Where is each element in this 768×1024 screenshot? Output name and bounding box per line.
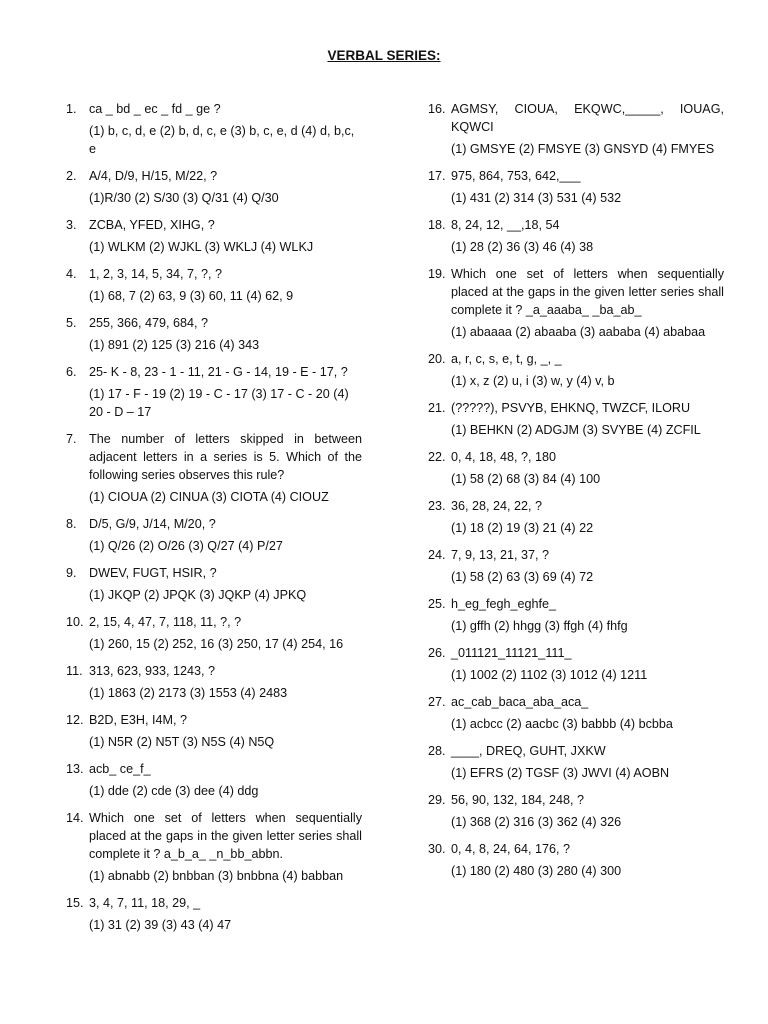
- question-options: (1) abnabb (2) bnbban (3) bnbbna (4) babban: [89, 869, 344, 883]
- question-number: 6.: [66, 365, 77, 379]
- question-text: 2, 15, 4, 47, 7, 118, 11, ?, ?: [89, 615, 242, 629]
- question-number: 8.: [66, 517, 77, 531]
- question-options: (1) 58 (2) 68 (3) 84 (4) 100: [451, 472, 601, 486]
- question-text: 1, 2, 3, 14, 5, 34, 7, ?, ?: [89, 267, 223, 281]
- question-number: 11.: [66, 664, 83, 678]
- question-row: [428, 840, 724, 858]
- question-row: [428, 742, 724, 760]
- question-row: [428, 693, 724, 711]
- question-row: [66, 167, 362, 185]
- question-item: [428, 840, 724, 880]
- question-item: [66, 564, 362, 604]
- question-item: [428, 100, 724, 158]
- question-number: 24.: [428, 548, 446, 562]
- question-text: 8, 24, 12, __,18, 54: [451, 218, 560, 232]
- question-row: [428, 791, 724, 809]
- question-number: 19.: [428, 267, 446, 281]
- question-text: ca _ bd _ ec _ fd _ ge ?: [89, 102, 221, 116]
- question-text: 975, 864, 753, 642,___: [451, 169, 581, 183]
- question-text: Which one set of letters when sequentially placed at the gaps in the given letter series shall complete it ? a_b_a_ _n_bb_abbn.: [89, 811, 362, 861]
- question-number: 7.: [66, 432, 77, 446]
- question-row: [66, 265, 362, 283]
- question-number: 23.: [428, 499, 446, 513]
- question-text: D/5, G/9, J/14, M/20, ?: [89, 517, 216, 531]
- question-row: [428, 167, 724, 185]
- question-text: A/4, D/9, H/15, M/22, ?: [89, 169, 218, 183]
- question-row: [66, 711, 362, 729]
- question-options: (1) abaaaa (2) abaaba (3) aababa (4) ababaa: [451, 325, 706, 339]
- question-item: [66, 662, 362, 702]
- question-text: 36, 28, 24, 22, ?: [451, 499, 543, 513]
- question-item: [428, 216, 724, 256]
- question-text: ZCBA, YFED, XIHG, ?: [89, 218, 215, 232]
- question-text: a, r, c, s, e, t, g, _, _: [451, 352, 562, 366]
- question-options: (1) 1863 (2) 2173 (3) 1553 (4) 2483: [89, 686, 288, 700]
- question-text: 7, 9, 13, 21, 37, ?: [451, 548, 550, 562]
- question-number: 16.: [428, 102, 446, 116]
- question-options: (1) 18 (2) 19 (3) 21 (4) 22: [451, 521, 594, 535]
- question-options: (1) JKQP (2) JPQK (3) JQKP (4) JPKQ: [89, 588, 307, 602]
- question-number: 12.: [66, 713, 84, 727]
- question-text: acb_ ce_f_: [89, 762, 151, 776]
- question-options: (1) BEHKN (2) ADGJM (3) SVYBE (4) ZCFIL: [451, 423, 701, 437]
- question-options: (1) b, c, d, e (2) b, d, c, e (3) b, c, e, d (4) d, b,c, e: [89, 124, 355, 156]
- question-text: 3, 4, 7, 11, 18, 29, _: [89, 896, 201, 910]
- question-options: (1) GMSYE (2) FMSYE (3) GNSYD (4) FMYES: [451, 142, 715, 156]
- question-options: (1) x, z (2) u, i (3) w, y (4) v, b: [451, 374, 615, 388]
- question-item: [66, 314, 362, 354]
- question-number: 10.: [66, 615, 84, 629]
- question-row: [428, 546, 724, 564]
- question-text: h_eg_fegh_eghfe_: [451, 597, 557, 611]
- question-row: [66, 894, 362, 912]
- question-text: _011121_11121_111_: [451, 646, 572, 660]
- left-column: [66, 100, 362, 943]
- question-item: [428, 265, 724, 341]
- question-number: 30.: [428, 842, 446, 856]
- question-options: (1) 1002 (2) 1102 (3) 1012 (4) 1211: [451, 668, 648, 682]
- question-row: [428, 448, 724, 466]
- question-options: (1) 58 (2) 63 (3) 69 (4) 72: [451, 570, 594, 584]
- question-item: [66, 711, 362, 751]
- question-row: [66, 216, 362, 234]
- question-text: 0, 4, 8, 24, 64, 176, ?: [451, 842, 571, 856]
- question-options: (1) N5R (2) N5T (3) N5S (4) N5Q: [89, 735, 275, 749]
- question-row: [428, 399, 724, 417]
- question-number: 3.: [66, 218, 77, 232]
- question-text: B2D, E3H, I4M, ?: [89, 713, 187, 727]
- question-number: 17.: [428, 169, 446, 183]
- question-text: ____, DREQ, GUHT, JXKW: [451, 744, 606, 758]
- question-number: 9.: [66, 566, 77, 580]
- question-options: (1) EFRS (2) TGSF (3) JWVI (4) AOBN: [451, 766, 670, 780]
- question-options: (1) CIOUA (2) CINUA (3) CIOTA (4) CIOUZ: [89, 490, 329, 504]
- question-number: 20.: [428, 352, 446, 366]
- question-number: 1.: [66, 102, 77, 116]
- question-options: (1) 431 (2) 314 (3) 531 (4) 532: [451, 191, 622, 205]
- question-row: [66, 564, 362, 582]
- question-item: [66, 265, 362, 305]
- question-number: 25.: [428, 597, 446, 611]
- question-number: 26.: [428, 646, 446, 660]
- question-item: [66, 894, 362, 934]
- page-title: VERBAL SERIES:: [327, 48, 441, 63]
- question-text: AGMSY, CIOUA, EKQWC,_____, IOUAG, KQWCI: [451, 102, 724, 134]
- question-item: [66, 100, 362, 158]
- question-number: 21.: [428, 401, 446, 415]
- question-row: [66, 515, 362, 533]
- question-item: [428, 546, 724, 586]
- question-options: (1) 260, 15 (2) 252, 16 (3) 250, 17 (4) 254, 16: [89, 637, 344, 651]
- question-row: [428, 644, 724, 662]
- question-row: [428, 595, 724, 613]
- question-number: 29.: [428, 793, 446, 807]
- question-item: [428, 497, 724, 537]
- question-text: 56, 90, 132, 184, 248, ?: [451, 793, 585, 807]
- question-number: 22.: [428, 450, 446, 464]
- question-item: [66, 809, 362, 885]
- question-options: (1) WLKM (2) WJKL (3) WKLJ (4) WLKJ: [89, 240, 314, 254]
- question-text: (?????), PSVYB, EHKNQ, TWZCF, ILORU: [451, 401, 691, 415]
- question-row: [66, 809, 362, 863]
- question-item: [428, 595, 724, 635]
- question-text: 25- K - 8, 23 - 1 - 11, 21 - G - 14, 19 - E - 17, ?: [89, 365, 348, 379]
- question-text: ac_cab_baca_aba_aca_: [451, 695, 589, 709]
- question-item: [428, 693, 724, 733]
- question-item: [428, 167, 724, 207]
- question-number: 5.: [66, 316, 77, 330]
- question-item: [66, 430, 362, 506]
- question-text: 313, 623, 933, 1243, ?: [89, 664, 216, 678]
- question-number: 27.: [428, 695, 446, 709]
- question-options: (1) 180 (2) 480 (3) 280 (4) 300: [451, 864, 622, 878]
- question-row: [66, 314, 362, 332]
- question-number: 13.: [66, 762, 84, 776]
- right-column: [428, 100, 724, 889]
- question-item: [428, 791, 724, 831]
- question-item: [66, 167, 362, 207]
- question-row: [428, 100, 724, 136]
- question-options: (1) dde (2) cde (3) dee (4) ddg: [89, 784, 259, 798]
- question-text: Which one set of letters when sequentially placed at the gaps in the given letter series shall complete it ? _a_aaaba_ _ba_ab_: [451, 267, 724, 317]
- question-item: [428, 742, 724, 782]
- question-text: DWEV, FUGT, HSIR, ?: [89, 566, 217, 580]
- question-number: 15.: [66, 896, 84, 910]
- question-options: (1) acbcc (2) aacbc (3) babbb (4) bcbba: [451, 717, 673, 731]
- question-row: [66, 100, 362, 118]
- question-options: (1) 891 (2) 125 (3) 216 (4) 343: [89, 338, 260, 352]
- question-number: 14.: [66, 811, 84, 825]
- question-text: 255, 366, 479, 684, ?: [89, 316, 209, 330]
- question-item: [66, 613, 362, 653]
- question-number: 18.: [428, 218, 446, 232]
- question-row: [428, 350, 724, 368]
- question-options: (1) Q/26 (2) O/26 (3) Q/27 (4) P/27: [89, 539, 283, 553]
- question-item: [66, 363, 362, 421]
- question-item: [428, 644, 724, 684]
- question-options: (1) 17 - F - 19 (2) 19 - C - 17 (3) 17 - C - 20 (4) 20 - D – 17: [89, 387, 349, 419]
- question-text: 0, 4, 18, 48, ?, 180: [451, 450, 557, 464]
- question-options: (1) gffh (2) hhgg (3) ffgh (4) fhfg: [451, 619, 628, 633]
- question-row: [428, 497, 724, 515]
- question-item: [66, 760, 362, 800]
- question-row: [66, 613, 362, 631]
- question-item: [428, 399, 724, 439]
- question-row: [428, 216, 724, 234]
- question-number: 4.: [66, 267, 77, 281]
- question-row: [428, 265, 724, 319]
- question-item: [66, 216, 362, 256]
- question-item: [428, 350, 724, 390]
- question-number: 28.: [428, 744, 446, 758]
- question-row: [66, 662, 362, 680]
- question-options: (1) 68, 7 (2) 63, 9 (3) 60, 11 (4) 62, 9: [89, 289, 294, 303]
- question-number: 2.: [66, 169, 77, 183]
- question-options: (1)R/30 (2) S/30 (3) Q/31 (4) Q/30: [89, 191, 279, 205]
- question-options: (1) 28 (2) 36 (3) 46 (4) 38: [451, 240, 594, 254]
- question-options: (1) 31 (2) 39 (3) 43 (4) 47: [89, 918, 232, 932]
- question-text: The number of letters skipped in between adjacent letters in a series is 5. Which of the following series observes this rule?: [89, 432, 362, 482]
- question-item: [66, 515, 362, 555]
- question-item: [428, 448, 724, 488]
- question-row: [66, 430, 362, 484]
- question-options: (1) 368 (2) 316 (3) 362 (4) 326: [451, 815, 622, 829]
- question-row: [66, 760, 362, 778]
- question-row: [66, 363, 362, 381]
